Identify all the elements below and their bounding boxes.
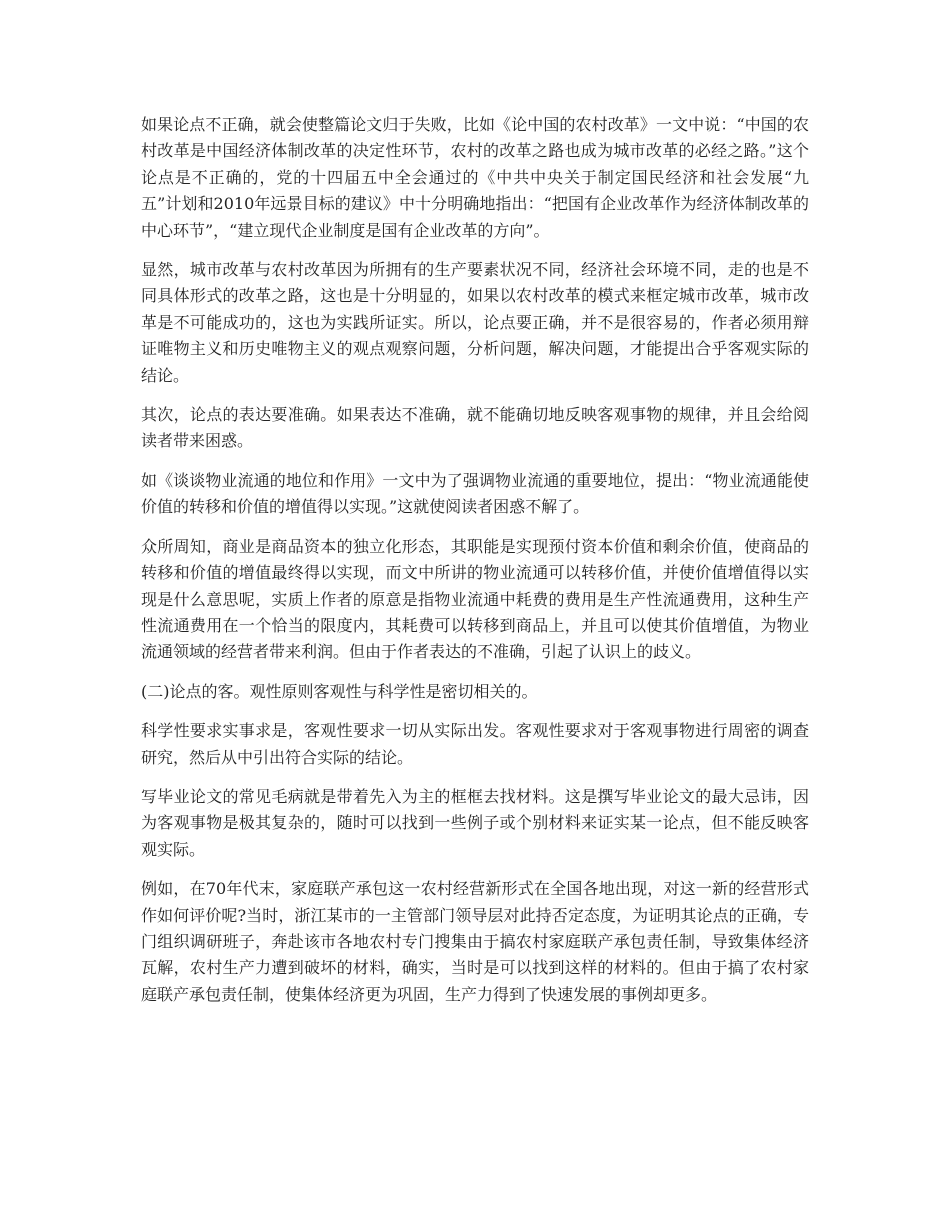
paragraph-1: 如果论点不正确，就会使整篇论文归于失败，比如《论中国的农村改革》一文中说：“中国的农村改革是中国经济体制改革的决定性环节，农村的改革之路也成为城市改革的必经之路。”这个论点是不正确的，党的十四届五中全会通过的《中共中央关于制定国民经济和社会发展“九五”计划和2010年远景目标的建议》中十分明确地指出：“把国有企业改革作为经济体制改革的中心环节”，“建立现代企业制度是国有企业改革的方向”。 (141, 115, 809, 240)
paragraph-8: 写毕业论文的常见毛病就是带着先入为主的框框去找材料。这是撰写毕业论文的最大忌讳，因为客观事物是极其复杂的，随时可以找到一些例子或个别材料来证实某一论点，但不能反映客观实际。 (141, 786, 809, 859)
document-page (141, 112, 809, 1021)
paragraph-7: 科学性要求实事求是，客观性要求一切从实际出发。客观性要求对于客观事物进行周密的调查研究，然后从中引出符合实际的结论。 (141, 721, 809, 767)
paragraph-3: 其次，论点的表达要准确。如果表达不准确，就不能确切地反映客观事物的规律，并且会给阅读者带来困惑。 (141, 405, 809, 451)
paragraph-6: (二)论点的客。观性原则客观性与科学性是密切相关的。 (141, 681, 538, 701)
paragraph-4: 如《谈谈物业流通的地位和作用》一文中为了强调物业流通的重要地位，提出：“物业流通能使价值的转移和价值的增值得以实现。”这就使阅读者困惑不解了。 (141, 470, 809, 517)
paragraph-2: 显然，城市改革与农村改革因为所拥有的生产要素状况不同，经济社会环境不同，走的也是不同具体形式的改革之路，这也是十分明显的，如果以农村改革的模式来框定城市改革，城市改革是不可能成功的，这也为实践所证实。所以，论点要正确，并不是很容易的，作者必须用辩证唯物主义和历史唯物主义的观点观察问题，分析问题，解决问题，才能提出合乎客观实际的结论。 (141, 260, 809, 385)
paragraph-9: 例如，在70年代末，家庭联产承包这一农村经营新形式在全国各地出现，对这一新的经营形式作如何评价呢?当时，浙江某市的一主管部门领导层对此持否定态度，为证明其论点的正确，专门组织调研班子，奔赴该市各地农村专门搜集由于搞农村家庭联产承包责任制，导致集体经济瓦解，农村生产力遭到破坏的材料，确实，当时是可以找到这样的材料的。但由于搞了农村家庭联产承包责任制，使集体经济更为巩固，生产力得到了快速发展的事例却更多。 (141, 879, 809, 1004)
paragraph-5: 众所周知，商业是商品资本的独立化形态，其职能是实现预付资本价值和剩余价值，使商品的转移和价值的增值最终得以实现，而文中所讲的物业流通可以转移价值，并使价值增值得以实现是什么意思呢，实质上作者的原意是指物业流通中耗费的费用是生产性流通费用，这种生产性流通费用在一个恰当的限度内，其耗费可以转移到商品上，并且可以使其价值增值，为物业流通领域的经营者带来利润。但由于作者表达的不准确，引起了认识上的歧义。 (141, 536, 809, 662)
